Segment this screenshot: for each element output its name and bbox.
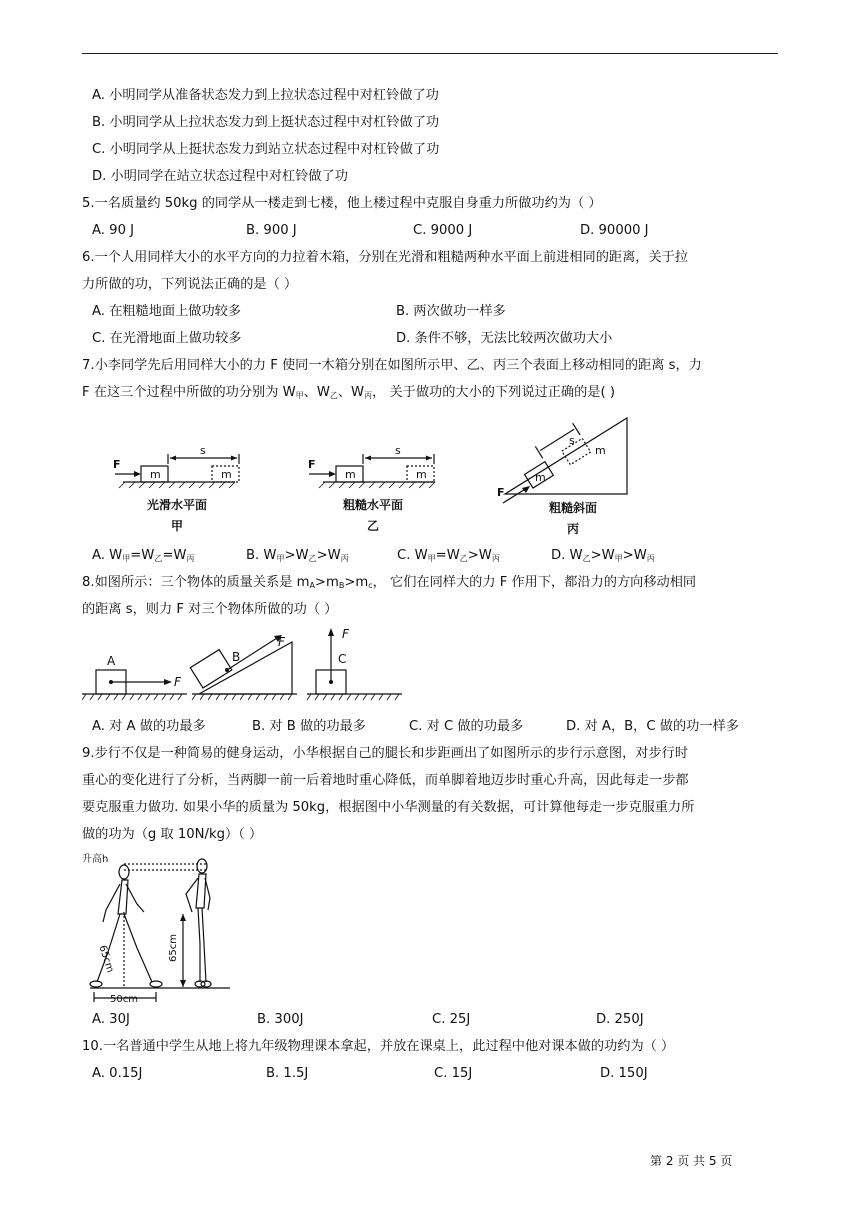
q4-option-d: D. 小明同学在站立状态过程中对杠铃做了功 xyxy=(92,169,348,184)
q7-stem-line1: 7.小李同学先后用同样大小的力 F 使同一木箱分别在如图所示甲、乙、丙三个表面上移动相同的距离 s，力 xyxy=(82,358,702,373)
q8-stem-line1: 8.如图所示：三个物体的质量关系是 $m_A>m_B>m_c$， 它们在同样大的力 F 作用下，都沿力的方向移动相同 xyxy=(82,575,697,590)
q10-option-d: D. 150J xyxy=(600,1066,648,1081)
q7-force-label-1: F xyxy=(113,458,121,471)
q8-option-a: A. 对 A 做的功最多 xyxy=(92,719,206,734)
q7-box-label-2: m xyxy=(345,468,356,481)
q4-option-a: A. 小明同学从准备状态发力到上拉状态过程中对杠铃做了功 xyxy=(92,88,439,103)
q9-stem-line1: 9.步行不仅是一种简易的健身运动，小华根据自己的腿长和步距画出了如图所示的步行示意图，对步行时 xyxy=(82,746,689,761)
q7-option-b: B. $W_甲>W_乙>W_丙$ xyxy=(246,548,349,563)
q9-option-c: C. 25J xyxy=(432,1012,471,1027)
q7-caption-3: 粗糙斜面 xyxy=(548,501,598,515)
q6-option-c: C. 在光滑地面上做功较多 xyxy=(92,331,242,346)
q10-option-a: A. 0.15J xyxy=(92,1066,143,1081)
q9-leg-length-label-2: 65cm xyxy=(168,934,179,962)
q8-force-label-a: F xyxy=(174,675,181,689)
q7-box-ghost-label-3: m xyxy=(595,444,606,457)
q4-option-b: B. 小明同学从上拉状态发力到上挺状态过程中对杠铃做了功 xyxy=(92,115,440,130)
q9-option-b: B. 300J xyxy=(257,1012,304,1027)
q10-stem: 10.一名普通中学生从地上将九年级物理课本拿起，并放在课桌上，此过程中他对课本做的功约为（ ） xyxy=(82,1039,675,1054)
q8-label-b: B xyxy=(232,650,241,664)
q7-label-jia: 甲 xyxy=(170,519,184,533)
header-rule xyxy=(82,53,778,54)
page-number: 第 2 页 共 5 页 xyxy=(650,1154,733,1168)
q8-option-c: C. 对 C 做的功最多 xyxy=(409,719,524,734)
q9-rise-label: 升高h xyxy=(82,854,109,865)
q5-option-d: D. 90000 J xyxy=(580,223,649,238)
q5-option-c: C. 9000 J xyxy=(413,223,473,238)
q6-stem-line1: 6.一个人用同样大小的水平方向的力拉着木箱，分别在光滑和粗糙两种水平面上前进相同的距离，关于拉 xyxy=(82,250,689,265)
q7-label-yi: 乙 xyxy=(366,519,380,533)
q7-option-a: A. $W_甲=W_乙=W_丙$ xyxy=(92,548,195,563)
q7-option-d: D. $W_乙>W_甲>W_丙$ xyxy=(551,548,655,563)
q9-figure xyxy=(82,852,242,1002)
q7-distance-label-2: s xyxy=(395,444,401,457)
q7-option-c: C. $W_甲=W_乙>W_丙$ xyxy=(397,548,500,563)
q5-option-a: A. 90 J xyxy=(92,223,135,238)
q9-stem-line4: 做的功为（g 取 10N/kg）（ ） xyxy=(82,827,263,842)
q8-option-b: B. 对 B 做的功最多 xyxy=(252,719,366,734)
q6-option-b: B. 两次做功一样多 xyxy=(396,304,506,319)
q7-box-ghost-label-1: m xyxy=(221,468,232,481)
q7-box-ghost-label-2: m xyxy=(416,468,427,481)
q8-option-d: D. 对 A，B，C 做的功一样多 xyxy=(566,719,739,734)
q7-force-label-2: F xyxy=(308,458,316,471)
q6-stem-line2: 力所做的功，下列说法正确的是（ ） xyxy=(82,277,298,292)
q10-option-b: B. 1.5J xyxy=(266,1066,309,1081)
q9-leg-length-label-1: 65cm xyxy=(96,944,116,975)
q6-option-d: D. 条件不够，无法比较两次做功大小 xyxy=(396,331,613,346)
q7-figure xyxy=(105,408,645,540)
q9-option-d: D. 250J xyxy=(596,1012,644,1027)
q9-stem-line3: 要克服重力做功. 如果小华的质量为 50kg，根据图中小华测量的有关数据，可计算他每走一步克服重力所 xyxy=(82,800,695,815)
q8-stem-line2: 的距离 s，则力 F 对三个物体所做的功（ ） xyxy=(82,602,338,617)
q7-stem-line2: F 在这三个过程中所做的功分别为 $W_甲$、$W_乙$、$W_丙$， 关于做功的大小的下列说过正确的是( ) xyxy=(82,385,615,400)
q7-distance-label-1: s xyxy=(200,444,206,457)
q8-figure xyxy=(82,622,412,708)
q8-label-c: C xyxy=(338,652,347,666)
q9-step-label: 50cm xyxy=(110,994,138,1002)
q7-caption-2: 粗糙水平面 xyxy=(342,498,404,512)
q7-force-label-3: F xyxy=(497,486,505,499)
q5-stem: 5.一名质量约 50kg 的同学从一楼走到七楼，他上楼过程中克服自身重力所做功约为（ ） xyxy=(82,196,602,211)
q7-label-bing: 丙 xyxy=(566,522,580,536)
q7-caption-1: 光滑水平面 xyxy=(146,498,208,512)
q6-option-a: A. 在粗糙地面上做功较多 xyxy=(92,304,242,319)
q7-box-label-3: m xyxy=(535,471,546,484)
q4-option-c: C. 小明同学从上挺状态发力到站立状态过程中对杠铃做了功 xyxy=(92,142,440,157)
q7-distance-label-3: s xyxy=(569,434,575,447)
q5-option-b: B. 900 J xyxy=(246,223,297,238)
q10-option-c: C. 15J xyxy=(434,1066,473,1081)
q9-option-a: A. 30J xyxy=(92,1012,130,1027)
q7-box-label-1: m xyxy=(150,468,161,481)
q9-stem-line2: 重心的变化进行了分析，当两脚一前一后着地时重心降低，而单脚着地迈步时重心升高，因此每走一步都 xyxy=(82,773,689,788)
q8-label-a: A xyxy=(107,654,116,668)
q8-force-label-b: F xyxy=(278,635,285,649)
q8-force-label-c: F xyxy=(342,627,349,641)
